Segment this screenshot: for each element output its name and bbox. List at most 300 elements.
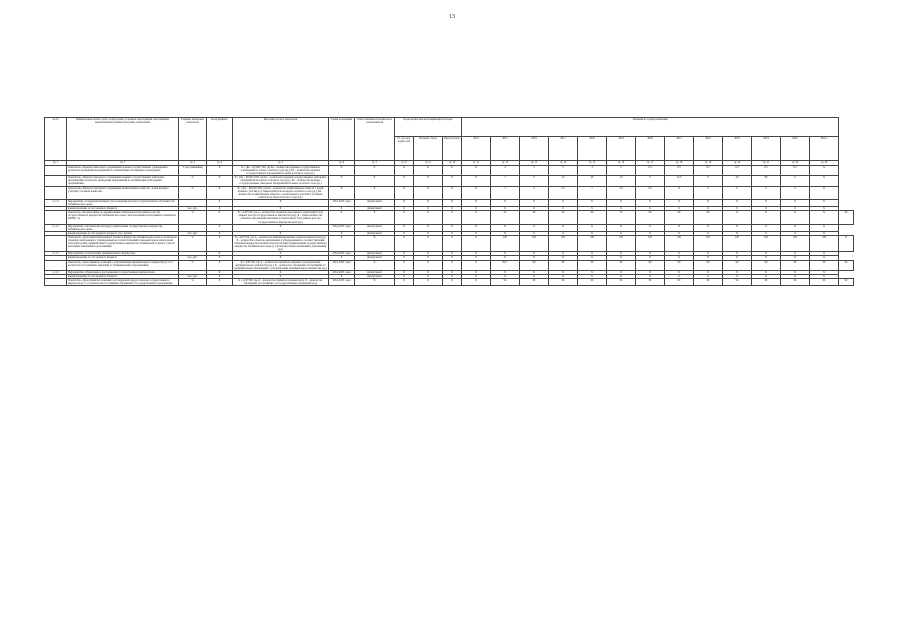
table-cell: Х: [233, 231, 329, 235]
column-number: гр. 12: [491, 161, 520, 166]
table-cell: тыс. руб.: [179, 274, 207, 278]
table-cell: Х: [414, 260, 443, 270]
table-row: [45, 186, 854, 199]
table-cell: Х: [810, 224, 839, 231]
header-year: 2022: [694, 137, 723, 161]
column-number: гр. 7: [355, 161, 395, 166]
table-cell: тыс. руб.: [179, 207, 207, 211]
table-cell: Х: [752, 270, 781, 274]
table-cell: Х: [395, 199, 414, 206]
table-cell: Х: [462, 199, 491, 206]
table-cell: Х: [462, 252, 491, 256]
table-cell: 2: [607, 166, 636, 176]
column-number: гр. 9: [414, 161, 443, 166]
table-cell: Х: [395, 256, 414, 260]
table-cell: Х: [395, 252, 414, 256]
header-code-col: Гл. рас-дел, подраз-дел: [395, 137, 414, 161]
table-cell: Департамент: [355, 224, 395, 231]
header-values: Значения по годам реализации: [462, 118, 839, 137]
table-cell: Х: [665, 207, 694, 211]
table-cell: Х: [810, 199, 839, 206]
table-cell: Х: [752, 207, 781, 211]
table-cell: Х: [462, 231, 491, 235]
table-row: [45, 224, 854, 231]
table-cell: %: [179, 211, 207, 224]
table-cell: Х: [443, 256, 462, 260]
table-cell: 60: [578, 211, 607, 224]
table-cell: К = А/Б*100, где А – количество приватизированных объектов имущества (ед.); Б – количество объектов, включенных в утвержденный на соответствующий плановый период прогнозный план (программу) приватизации государственного имущества Забайкальского края (с учетом внесенных изменений и дополнений) (ед.): [234, 235, 327, 252]
table-cell: Х: [414, 256, 443, 260]
table-cell: Х: [329, 231, 355, 235]
table-cell: Х: [414, 279, 443, 286]
table-cell: Х: [781, 224, 810, 231]
table-cell: [45, 211, 67, 224]
table-cell: Х: [207, 186, 233, 199]
table-cell: Х: [329, 166, 355, 176]
table-cell: Мероприятие «Организация процедур приватизации государственного имущества Забайкальского края»: [67, 224, 179, 231]
table-cell: 25: [491, 211, 520, 224]
table-cell: 5,5: [549, 186, 578, 199]
table-cell: %: [179, 279, 207, 286]
table-cell: Х: [329, 186, 355, 199]
table-cell: Х: [520, 224, 549, 231]
table-cell: Х: [329, 211, 355, 224]
table-cell: Х: [752, 199, 781, 206]
header-name: Наименование целей, задач, подпрограмм, основных мероприятий, мероприятий, ведомственных целевых программ, показателей: [67, 118, 179, 161]
table-cell: Х: [723, 256, 752, 260]
table-cell: 0,3: [636, 166, 665, 176]
table-cell: 100: [810, 235, 839, 251]
table-cell: финансирование за счет краевого бюджета, тыс. рублей: [67, 231, 179, 235]
table-cell: Х: [414, 274, 443, 278]
table-cell: Х: [781, 211, 810, 224]
table-cell: Х: [233, 199, 329, 206]
table-cell: Х: [636, 274, 665, 278]
table-cell: 100: [636, 235, 665, 251]
table-cell: Х: [395, 211, 414, 224]
table-cell: Х: [810, 231, 839, 235]
table-cell: 90: [578, 279, 607, 286]
table-cell: Х: [607, 207, 636, 211]
table-cell: Х: [491, 274, 520, 278]
table-cell: Х: [607, 231, 636, 235]
table-cell: [45, 166, 67, 176]
table-cell: Х: [443, 252, 462, 256]
table-cell: Х: [462, 176, 491, 186]
table-cell: 1.1.14: [45, 270, 67, 274]
header-year: 2015: [491, 137, 520, 161]
table-cell: Мероприятие «Управление и распоряжение государственным имуществом»: [67, 270, 179, 274]
table-cell: Х: [207, 260, 233, 270]
table-cell: 2014-2025 годы: [329, 260, 355, 270]
program-indicators-table: [44, 117, 854, 286]
table-cell: Х: [462, 166, 491, 176]
table-cell: Х: [462, 260, 491, 270]
table-cell: 100: [694, 235, 723, 251]
table-cell: Х: [233, 270, 329, 274]
table-cell: 1.1.11: [45, 199, 67, 206]
table-cell: Х: [781, 252, 810, 256]
table-cell: 2014-2025 годы: [329, 224, 355, 231]
table-cell: Х: [578, 224, 607, 231]
header-year: Итого: [810, 137, 839, 161]
column-number: гр. 21: [752, 161, 781, 166]
table-cell: К = А/Б*100, где А – количество принятых решений о разграничении муниципального имущества (ед.); Б – количество обращений, поступивших от муниципальных образований, о разграничении муниципального имущества (ед.): [234, 260, 327, 270]
table-cell: Х: [443, 186, 462, 199]
table-cell: Х: [414, 166, 443, 176]
table-cell: Х: [752, 224, 781, 231]
table-cell: Х: [414, 211, 443, 224]
table-cell: Х: [549, 224, 578, 231]
table-cell: Х: [395, 270, 414, 274]
table-cell: Х: [665, 199, 694, 206]
table-cell: Х: [520, 270, 549, 274]
header-method: Методика расчета показателя: [233, 118, 329, 161]
table-cell: 90: [636, 211, 665, 224]
table-cell: 90: [694, 279, 723, 286]
table-cell: Х: [329, 235, 355, 251]
table-cell: Х: [233, 224, 329, 231]
table-cell: 11: [665, 186, 694, 199]
table-cell: Х: [395, 176, 414, 186]
table-cell: Х: [207, 235, 233, 251]
table-cell: Х: [810, 270, 839, 274]
table-cell: Х: [607, 274, 636, 278]
table-cell: Х: [491, 199, 520, 206]
table-cell: Х: [395, 207, 414, 211]
table-cell: Х: [207, 274, 233, 278]
table-cell: Х: [549, 274, 578, 278]
table-cell: Х: [665, 274, 694, 278]
table-cell: Х: [810, 176, 839, 186]
table-cell: 90: [752, 279, 781, 286]
table-cell: Х: [443, 199, 462, 206]
table-cell: Х: [355, 260, 395, 270]
table-cell: 90: [636, 260, 665, 270]
table-cell: % (по сравнению): [179, 166, 207, 176]
table-cell: Х: [395, 235, 414, 251]
table-cell: %: [179, 186, 207, 199]
table-cell: Х: [520, 256, 549, 260]
table-cell: Х: [462, 270, 491, 274]
table-cell: Х: [549, 252, 578, 256]
column-number: гр. 1: [45, 161, 67, 166]
table-cell: Х: [723, 231, 752, 235]
table-cell: Х: [462, 224, 491, 231]
table-cell: Х: [207, 231, 233, 235]
table-cell: [45, 235, 67, 251]
table-cell: [179, 199, 207, 206]
table-cell: Х: [329, 176, 355, 186]
table-cell: Департамент: [355, 270, 395, 274]
table-cell: Х: [781, 231, 810, 235]
header-budget-codes: Коды бюджетной классификации расходов: [395, 118, 462, 137]
table-cell: Х: [491, 224, 520, 231]
table-cell: Х: [810, 186, 839, 199]
table-cell: 12,5: [665, 176, 694, 186]
table-cell: Х: [723, 199, 752, 206]
table-cell: 70: [607, 211, 636, 224]
table-cell: 4: [491, 166, 520, 176]
table-cell: 90: [578, 260, 607, 270]
table-cell: Х: [207, 199, 233, 206]
table-cell: Х: [443, 207, 462, 211]
table-cell: Х: [462, 211, 491, 224]
table-cell: Х: [491, 231, 520, 235]
table-cell: 0: [723, 186, 752, 199]
table-cell: Х: [694, 224, 723, 231]
column-number: гр. 18: [665, 161, 694, 166]
table-cell: Х: [781, 256, 810, 260]
table-cell: Х: [839, 235, 854, 251]
table-cell: Х: [207, 224, 233, 231]
table-cell: Х: [694, 270, 723, 274]
table-cell: К = (Ка – Кб)/Ка*100, где Ка – количество краевых государственных унитарных предприятий на начало отчетного года (ед.); Кб – количество краевых государственных унитарных предприятий на конец отчетного года (ед.): [233, 176, 329, 186]
table-cell: Х: [520, 199, 549, 206]
table-cell: %: [179, 235, 207, 251]
table-cell: Х: [395, 231, 414, 235]
table-cell: Х: [520, 207, 549, 211]
table-cell: Х: [607, 270, 636, 274]
table-cell: Х: [414, 186, 443, 199]
table-cell: Департамент: [355, 199, 395, 206]
table-cell: Х: [443, 260, 462, 270]
table-cell: Мероприятие «Согласование муниципального имущества»: [67, 252, 179, 256]
table-cell: 29: [723, 176, 752, 186]
table-cell: Департамент: [355, 231, 395, 235]
table-cell: Департамент: [355, 252, 395, 256]
table-cell: Х: [491, 270, 520, 274]
table-cell: 90: [810, 260, 839, 270]
table-row: [45, 235, 854, 251]
table-cell: Х: [636, 199, 665, 206]
table-cell: Х: [355, 166, 395, 176]
table-cell: [45, 279, 67, 286]
table-cell: Х: [414, 252, 443, 256]
table-cell: Х: [207, 270, 233, 274]
table-cell: Х: [207, 252, 233, 256]
table-cell: Департамент: [355, 256, 395, 260]
table-cell: 90: [491, 279, 520, 286]
table-cell: Х: [355, 279, 395, 286]
table-cell: Х: [810, 274, 839, 278]
table-cell: Х: [443, 235, 462, 251]
table-cell: Х: [329, 274, 355, 278]
table-cell: 0: [781, 176, 810, 186]
table-cell: Х: [233, 207, 329, 211]
table-cell: 9: [520, 176, 549, 186]
table-cell: Х: [491, 252, 520, 256]
table-cell: Х: [578, 256, 607, 260]
table-cell: 90: [665, 260, 694, 270]
table-cell: Х: [395, 279, 414, 286]
table-cell: финансирование за счет краевого бюджета: [67, 207, 179, 211]
column-number: гр. 2: [67, 161, 179, 166]
table-cell: Департамент: [355, 274, 395, 278]
table-cell: Х: [549, 199, 578, 206]
table-cell: 1.1.12: [45, 224, 67, 231]
table-cell: 7: [491, 176, 520, 186]
table-cell: Х: [578, 274, 607, 278]
table-cell: Х: [694, 199, 723, 206]
table-cell: Х: [207, 176, 233, 186]
table-cell: Х: [443, 274, 462, 278]
table-cell: 90: [665, 211, 694, 224]
table-cell: 100: [665, 235, 694, 251]
table-cell: Х: [781, 274, 810, 278]
table-cell: Х: [665, 252, 694, 256]
table-cell: 90: [723, 279, 752, 286]
table-cell: 2014-2025 годы: [329, 279, 355, 286]
table-cell: 0,5: [781, 166, 810, 176]
table-cell: Х: [443, 279, 462, 286]
table-cell: К = А/Б*100, где А – количество принятых решений (ед.); Б – количество обращений, поступивших от государственных учреждений (ед.): [233, 279, 329, 286]
table-cell: Х: [462, 256, 491, 260]
column-number: гр. 23: [810, 161, 839, 166]
table-cell: Х: [810, 166, 839, 176]
table-cell: Х: [233, 252, 329, 256]
table-cell: Х: [607, 199, 636, 206]
table-cell: финансирование за счет краевого бюджета: [67, 274, 179, 278]
table-cell: Х: [491, 207, 520, 211]
column-number: гр. 20: [723, 161, 752, 166]
table-cell: Х: [781, 199, 810, 206]
column-number: гр. 19: [694, 161, 723, 166]
table-cell: Х: [549, 207, 578, 211]
table-cell: 46: [578, 176, 607, 186]
table-cell: Х: [462, 235, 491, 251]
table-cell: Х: [549, 231, 578, 235]
column-number: гр. 8: [395, 161, 414, 166]
table-cell: Х: [607, 256, 636, 260]
table-cell: Х: [395, 186, 414, 199]
table-cell: Х: [414, 199, 443, 206]
table-cell: [45, 260, 67, 270]
table-cell: 90: [839, 279, 854, 286]
table-cell: Х: [810, 256, 839, 260]
table-row: [45, 176, 854, 186]
table-cell: 82,7: [491, 260, 520, 270]
table-cell: Мероприятие «Совершенствование учета и ведения реестра государственной собственности Забайкальского края»: [67, 199, 179, 206]
column-number: гр. 4: [207, 161, 233, 166]
table-cell: Х: [752, 231, 781, 235]
table-cell: Х: [694, 256, 723, 260]
table-cell: Х: [207, 166, 233, 176]
table-cell: 90: [520, 260, 549, 270]
table-cell: 0,5: [723, 166, 752, 176]
table-cell: Х: [636, 224, 665, 231]
table-cell: Х: [636, 252, 665, 256]
table-cell: Х: [752, 274, 781, 278]
table-cell: Х: [355, 211, 395, 224]
table-cell: Х: [781, 270, 810, 274]
table-cell: Х: [443, 176, 462, 186]
column-number: гр. 22: [781, 161, 810, 166]
table-cell: [179, 224, 207, 231]
table-cell: 100: [578, 235, 607, 251]
table-cell: Х: [723, 224, 752, 231]
table-cell: Департамент: [355, 207, 395, 211]
table-cell: 90: [607, 260, 636, 270]
table-cell: 5: [549, 166, 578, 176]
table-row: [45, 260, 854, 270]
table-cell: Х: [520, 231, 549, 235]
table-cell: 90: [636, 279, 665, 286]
column-number: гр. 13: [520, 161, 549, 166]
table-cell: Х: [810, 211, 839, 224]
header-coef: Коэф фициент: [207, 118, 233, 161]
table-cell: Х: [395, 224, 414, 231]
table-cell: 0,2: [636, 186, 665, 199]
table-row: [45, 279, 854, 286]
table-cell: [45, 176, 67, 186]
table-cell: Показатель «Доля приватизированных объектов имущества Забайкальского края от количества объектов, включенных в утвержденный на соответствующий плановый период прогнозный план (программу) приватизации государственного имущества Забайкальского края (с учетом внесенных изменений и дополнений)»: [67, 235, 179, 251]
table-cell: %: [179, 176, 207, 186]
table-cell: 100: [752, 235, 781, 251]
table-cell: Х: [462, 274, 491, 278]
table-cell: тыс. руб.: [179, 256, 207, 260]
table-cell: Х: [665, 231, 694, 235]
page-number: 13: [449, 14, 455, 20]
table-cell: 2014-2025 годы: [329, 199, 355, 206]
header-no: № пп: [45, 118, 67, 161]
table-row: [45, 211, 854, 224]
table-cell: 0: [694, 186, 723, 199]
table-cell: Х: [636, 207, 665, 211]
table-cell: Х: [414, 235, 443, 251]
table-cell: Х: [355, 186, 395, 199]
table-cell: 3: [578, 166, 607, 176]
table-cell: Х: [578, 231, 607, 235]
table-cell: Х: [414, 207, 443, 211]
table-cell: Показатель «Доля принятых решений, регулирующих предоставление государственного имущества (в % от количества поступивших обращений от государственных учреждений)»: [67, 279, 179, 286]
table-cell: [45, 186, 67, 199]
table-cell: 40: [520, 211, 549, 224]
table-cell: Х: [781, 207, 810, 211]
header-row-1: [45, 118, 854, 137]
table-cell: Х: [578, 270, 607, 274]
table-cell: Х: [607, 224, 636, 231]
table-row: [45, 166, 854, 176]
table-cell: 90: [694, 260, 723, 270]
table-cell: Х: [810, 207, 839, 211]
table-cell: 1.1.13: [45, 252, 67, 256]
header-year: 2017: [549, 137, 578, 161]
table-cell: Х: [395, 166, 414, 176]
table-cell: Х: [207, 256, 233, 260]
table-cell: Х: [329, 207, 355, 211]
table-cell: %: [179, 260, 207, 270]
table-cell: 90: [781, 260, 810, 270]
table-cell: Х: [462, 207, 491, 211]
table-cell: 100: [781, 235, 810, 251]
table-cell: Х: [207, 279, 233, 286]
table-cell: 100: [723, 235, 752, 251]
table-cell: Х: [233, 256, 329, 260]
table-cell: 0: [694, 176, 723, 186]
table-cell: Х: [752, 256, 781, 260]
table-cell: 0,5: [752, 166, 781, 176]
table-cell: Х: [665, 256, 694, 260]
column-number: гр. 14: [549, 161, 578, 166]
table-cell: 90: [549, 260, 578, 270]
table-cell: 16: [549, 176, 578, 186]
table-cell: 90: [520, 279, 549, 286]
header-year: 2019: [607, 137, 636, 161]
table-cell: Х: [810, 252, 839, 256]
header-period: Сроки реализации: [329, 118, 355, 161]
header-year: 2016: [520, 137, 549, 161]
